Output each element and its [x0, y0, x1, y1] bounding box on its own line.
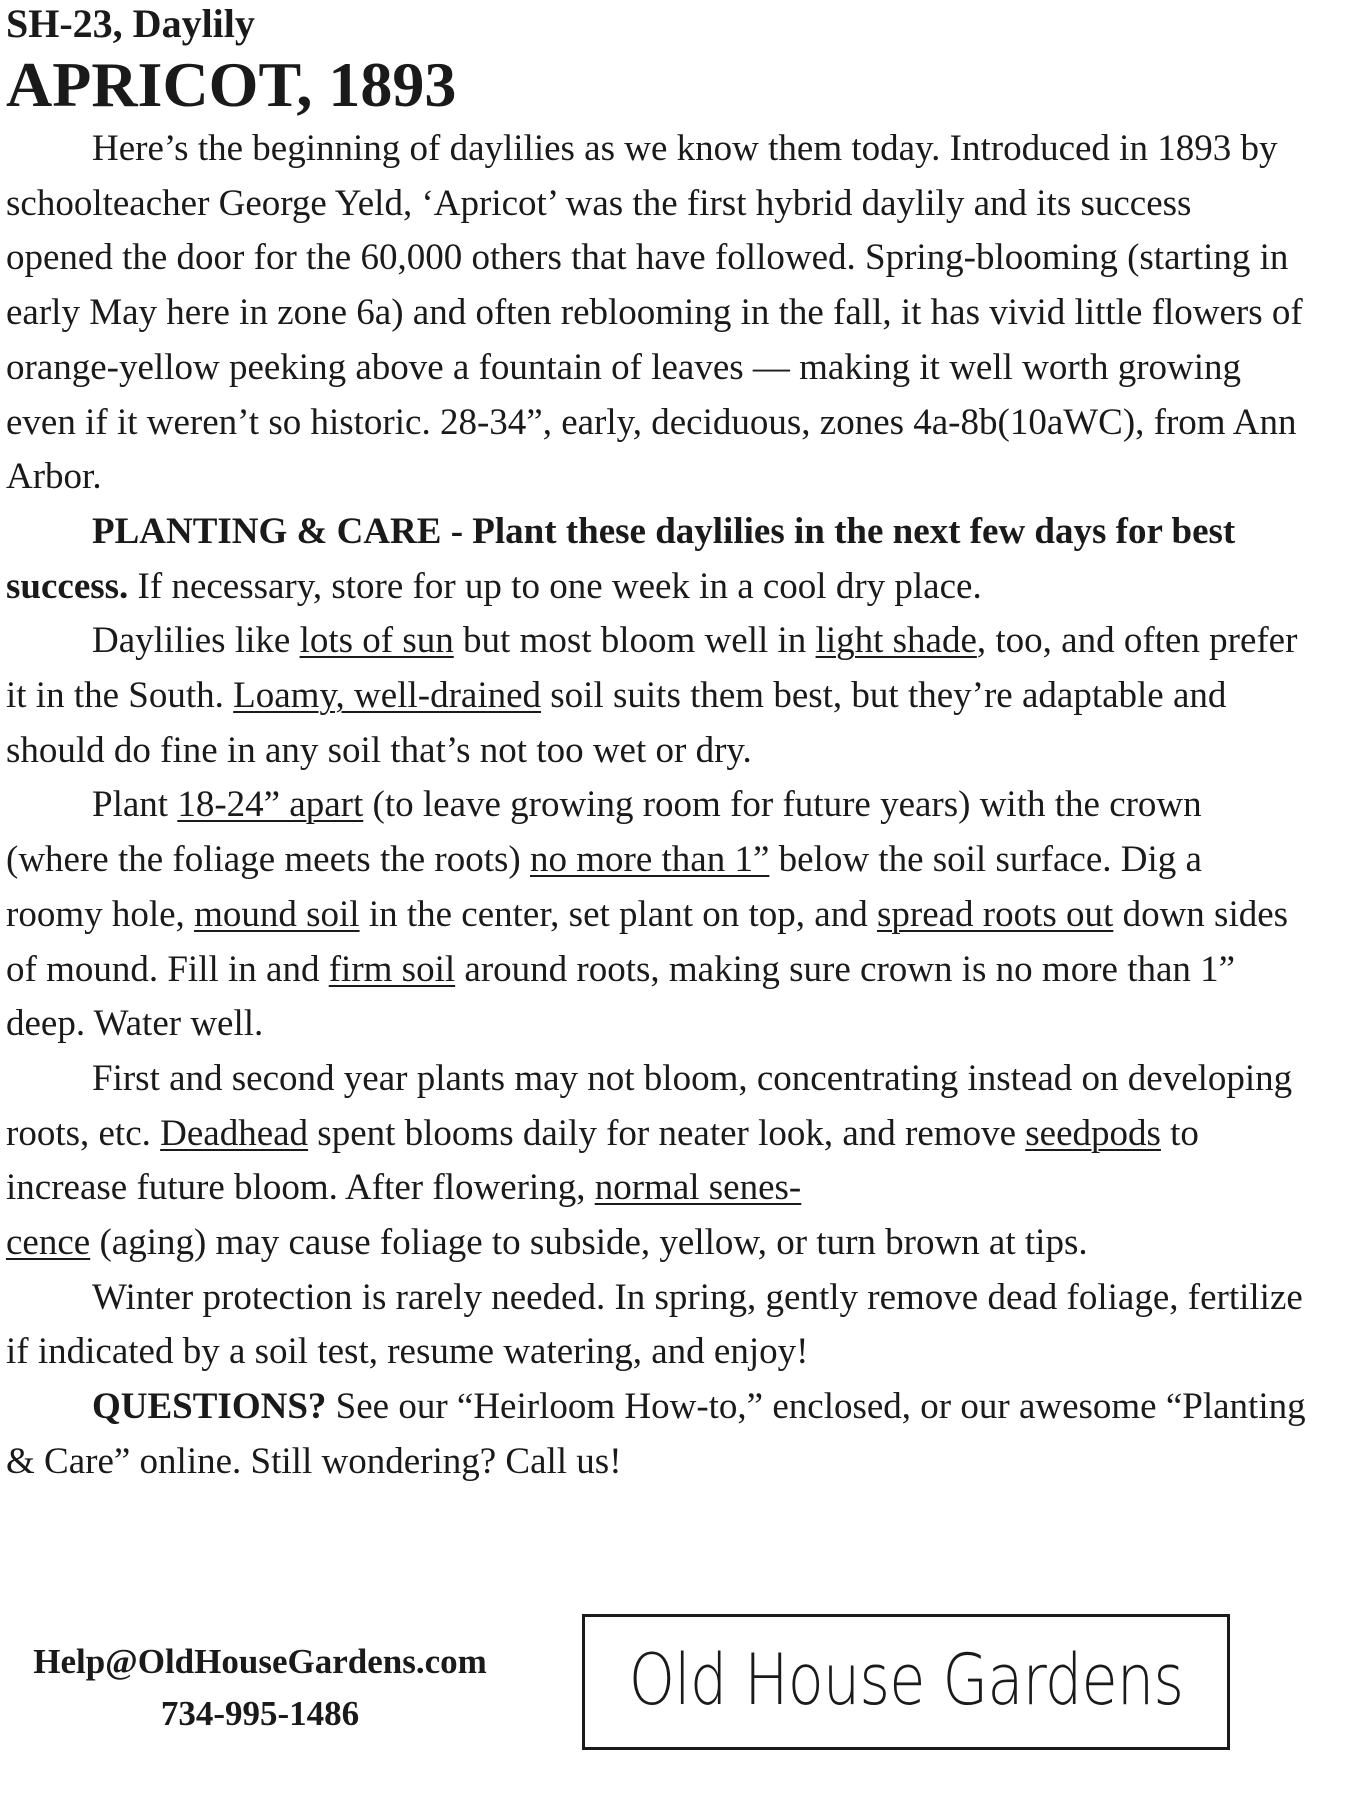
- logo-text: Old House Gardens: [628, 1637, 1184, 1721]
- intro-paragraph: Here’s the beginning of daylilies as we know them today. Introduced in 1893 by schoolteacher George Yeld, ‘Apricot’ was the first hybrid daylily and its success opened the door for the 60,000 others that have followed. Spring-blooming (starting in early May here in zone 6a) and often reblooming in the fall, it has vivid little flowers of orange-yellow peeking above a fountain of leaves — making it well worth growing even if it weren’t so historic. 28-34”, early, deciduous, zones 4a-8b(10aWC), from Ann Arbor.: [6, 128, 1303, 498]
- questions-paragraph: [6, 1380, 1306, 1489]
- sun-paragraph: [6, 614, 1306, 778]
- sun-underline-1: lots of sun: [299, 620, 454, 662]
- sun-text-2: but most bloom well in: [453, 620, 816, 662]
- bloom-underline-2: seedpods: [1025, 1112, 1161, 1154]
- plant-text-1: Plant: [92, 784, 178, 826]
- plant-underline-1: 18-24” apart: [177, 784, 364, 826]
- plant-underline-4: spread roots out: [876, 893, 1114, 935]
- bloom-underline-3b: cence: [6, 1222, 91, 1264]
- product-code: SH-23, Daylily: [6, 1, 255, 46]
- bloom-text-2: spent blooms daily for neater look, and remove: [308, 1112, 1026, 1154]
- plant-text-3: below the soil surface. Dig a roomy hole,: [6, 839, 1202, 935]
- plant-paragraph: [6, 778, 1306, 1052]
- plant-underline-3: mound soil: [194, 893, 360, 935]
- sun-text-3: , too, and often prefer it in the South.: [6, 620, 1298, 717]
- planting-paragraph: [6, 505, 1306, 614]
- planting-heading: PLANTING & CARE - Plant these daylilies in the next few days for best success.: [6, 510, 1236, 607]
- contact-block: [12, 1636, 508, 1740]
- bloom-text-4: (aging) may cause foliage to subside, yellow, or turn brown at tips.: [90, 1222, 1088, 1264]
- plant-text-2: (to leave growing room for future years) with the crown (where the foliage meets the roots): [6, 784, 1202, 881]
- contact-phone[interactable]: 734-995-1486: [160, 1694, 360, 1733]
- questions-text: See our “Heirloom How-to,” enclosed, or our awesome “Planting & Care” online. Still wondering? Call us!: [6, 1386, 1306, 1482]
- sun-underline-3: Loamy, well-drained: [233, 675, 542, 717]
- contact-email[interactable]: Help@OldHouseGardens.com: [33, 1642, 487, 1681]
- plant-text-5: down sides of mound. Fill in and: [6, 893, 1289, 990]
- page: [6, 0, 1306, 1490]
- planting-text: If necessary, store for up to one week in a cool dry place.: [128, 565, 982, 607]
- logo-box: [582, 1614, 1230, 1750]
- bloom-paragraph: [6, 1052, 1306, 1271]
- bloom-underline-1: Deadhead: [160, 1112, 309, 1154]
- body-text: [6, 122, 1306, 1490]
- questions-heading: QUESTIONS?: [92, 1386, 327, 1428]
- logo-wordmark: [585, 1617, 1227, 1747]
- plant-text-6: around roots, making sure crown is no more than 1” deep. Water well.: [6, 948, 1236, 1045]
- winter-paragraph: Winter protection is rarely needed. In spring, gently remove dead foliage, fertilize if indicated by a soil test, resume watering, and enjoy!: [6, 1276, 1303, 1373]
- sun-underline-2: light shade: [815, 620, 977, 662]
- bloom-text-1: First and second year plants may not bloom, concentrating instead on developing roots, etc.: [6, 1057, 1293, 1154]
- sun-text-1: Daylilies like: [92, 620, 300, 662]
- plant-text-4: in the center, set plant on top, and: [359, 893, 877, 935]
- bloom-text-3: to increase future bloom. After flowering,: [6, 1112, 1199, 1209]
- page-title: APRICOT, 1893: [6, 49, 457, 120]
- bloom-underline-3a: normal senes-: [594, 1167, 802, 1209]
- plant-underline-2: no more than 1”: [529, 839, 770, 881]
- plant-underline-5: firm soil: [328, 948, 456, 990]
- sun-text-4: soil suits them best, but they’re adaptable and should do fine in any soil that’s not too wet or dry.: [6, 675, 1227, 771]
